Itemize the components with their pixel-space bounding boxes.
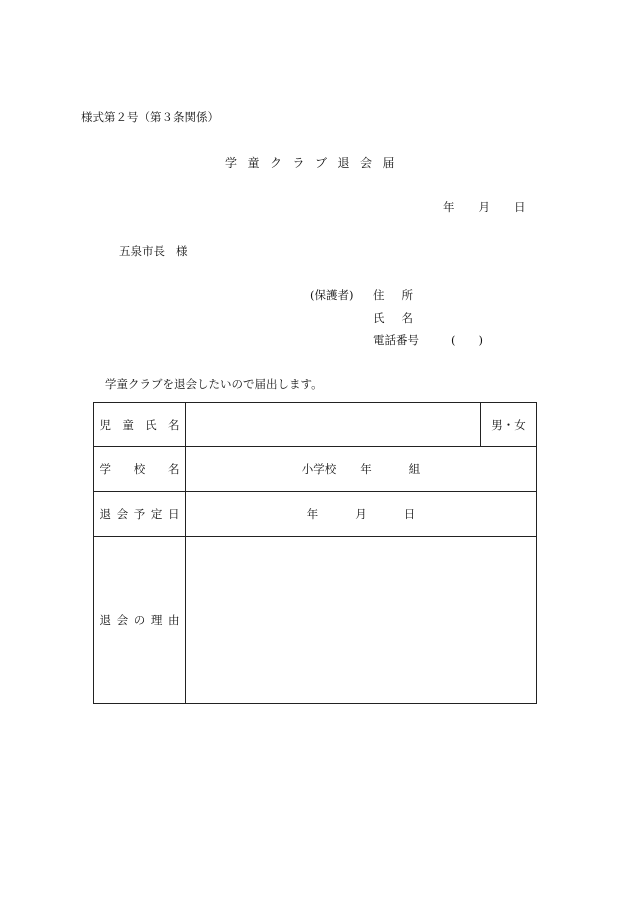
- date-day-label: 日: [514, 200, 526, 214]
- grade-year-label: 年: [360, 462, 372, 476]
- intro-text: 学童クラブを退会したいので届出します。: [105, 377, 323, 391]
- school-label: 学校名: [99, 462, 180, 476]
- document-title: 学童クラブ退会届: [224, 156, 405, 170]
- school-suffix: 小学校: [301, 462, 337, 476]
- name-label: 氏名: [373, 311, 430, 325]
- child-name-field[interactable]: [186, 403, 481, 447]
- submission-date-line: [443, 202, 526, 214]
- retire-day-label: 日: [403, 507, 416, 521]
- school-field[interactable]: [186, 447, 537, 492]
- phone-label: 電話番号: [373, 333, 419, 347]
- date-month-label: 月: [478, 200, 490, 214]
- table-row-retire-date: [94, 492, 537, 537]
- retire-date-label: 退会予定日: [99, 507, 180, 521]
- retire-date-label-cell: [94, 492, 186, 537]
- guardian-label: (保護者): [310, 288, 354, 302]
- reason-field[interactable]: [186, 537, 537, 704]
- reason-label: 退会の理由: [99, 613, 180, 627]
- reason-label-cell: [94, 537, 186, 704]
- gender-field[interactable]: 男・女: [481, 403, 537, 447]
- table-row-child-name: [94, 403, 537, 447]
- child-name-label-cell: [94, 403, 186, 447]
- addressee-name: 五泉市長: [119, 244, 165, 258]
- retire-date-field[interactable]: [186, 492, 537, 537]
- retire-month-label: 月: [355, 507, 367, 521]
- form-number: 様式第２号（第３条関係）: [81, 110, 219, 124]
- school-label-cell: [94, 447, 186, 492]
- retire-year-label: 年: [306, 507, 319, 521]
- addressee-honorific: 様: [176, 244, 188, 258]
- table-row-reason: [94, 537, 537, 704]
- grade-class-label: 組: [408, 462, 421, 476]
- child-name-label: 児童氏名: [99, 417, 180, 432]
- date-year-label: 年: [443, 200, 455, 214]
- table-row-school: [94, 447, 537, 492]
- withdrawal-form-table: [93, 402, 537, 704]
- address-label: 住所: [373, 288, 430, 302]
- addressee: [119, 246, 188, 258]
- phone-area-code-parens: ( ): [451, 333, 483, 347]
